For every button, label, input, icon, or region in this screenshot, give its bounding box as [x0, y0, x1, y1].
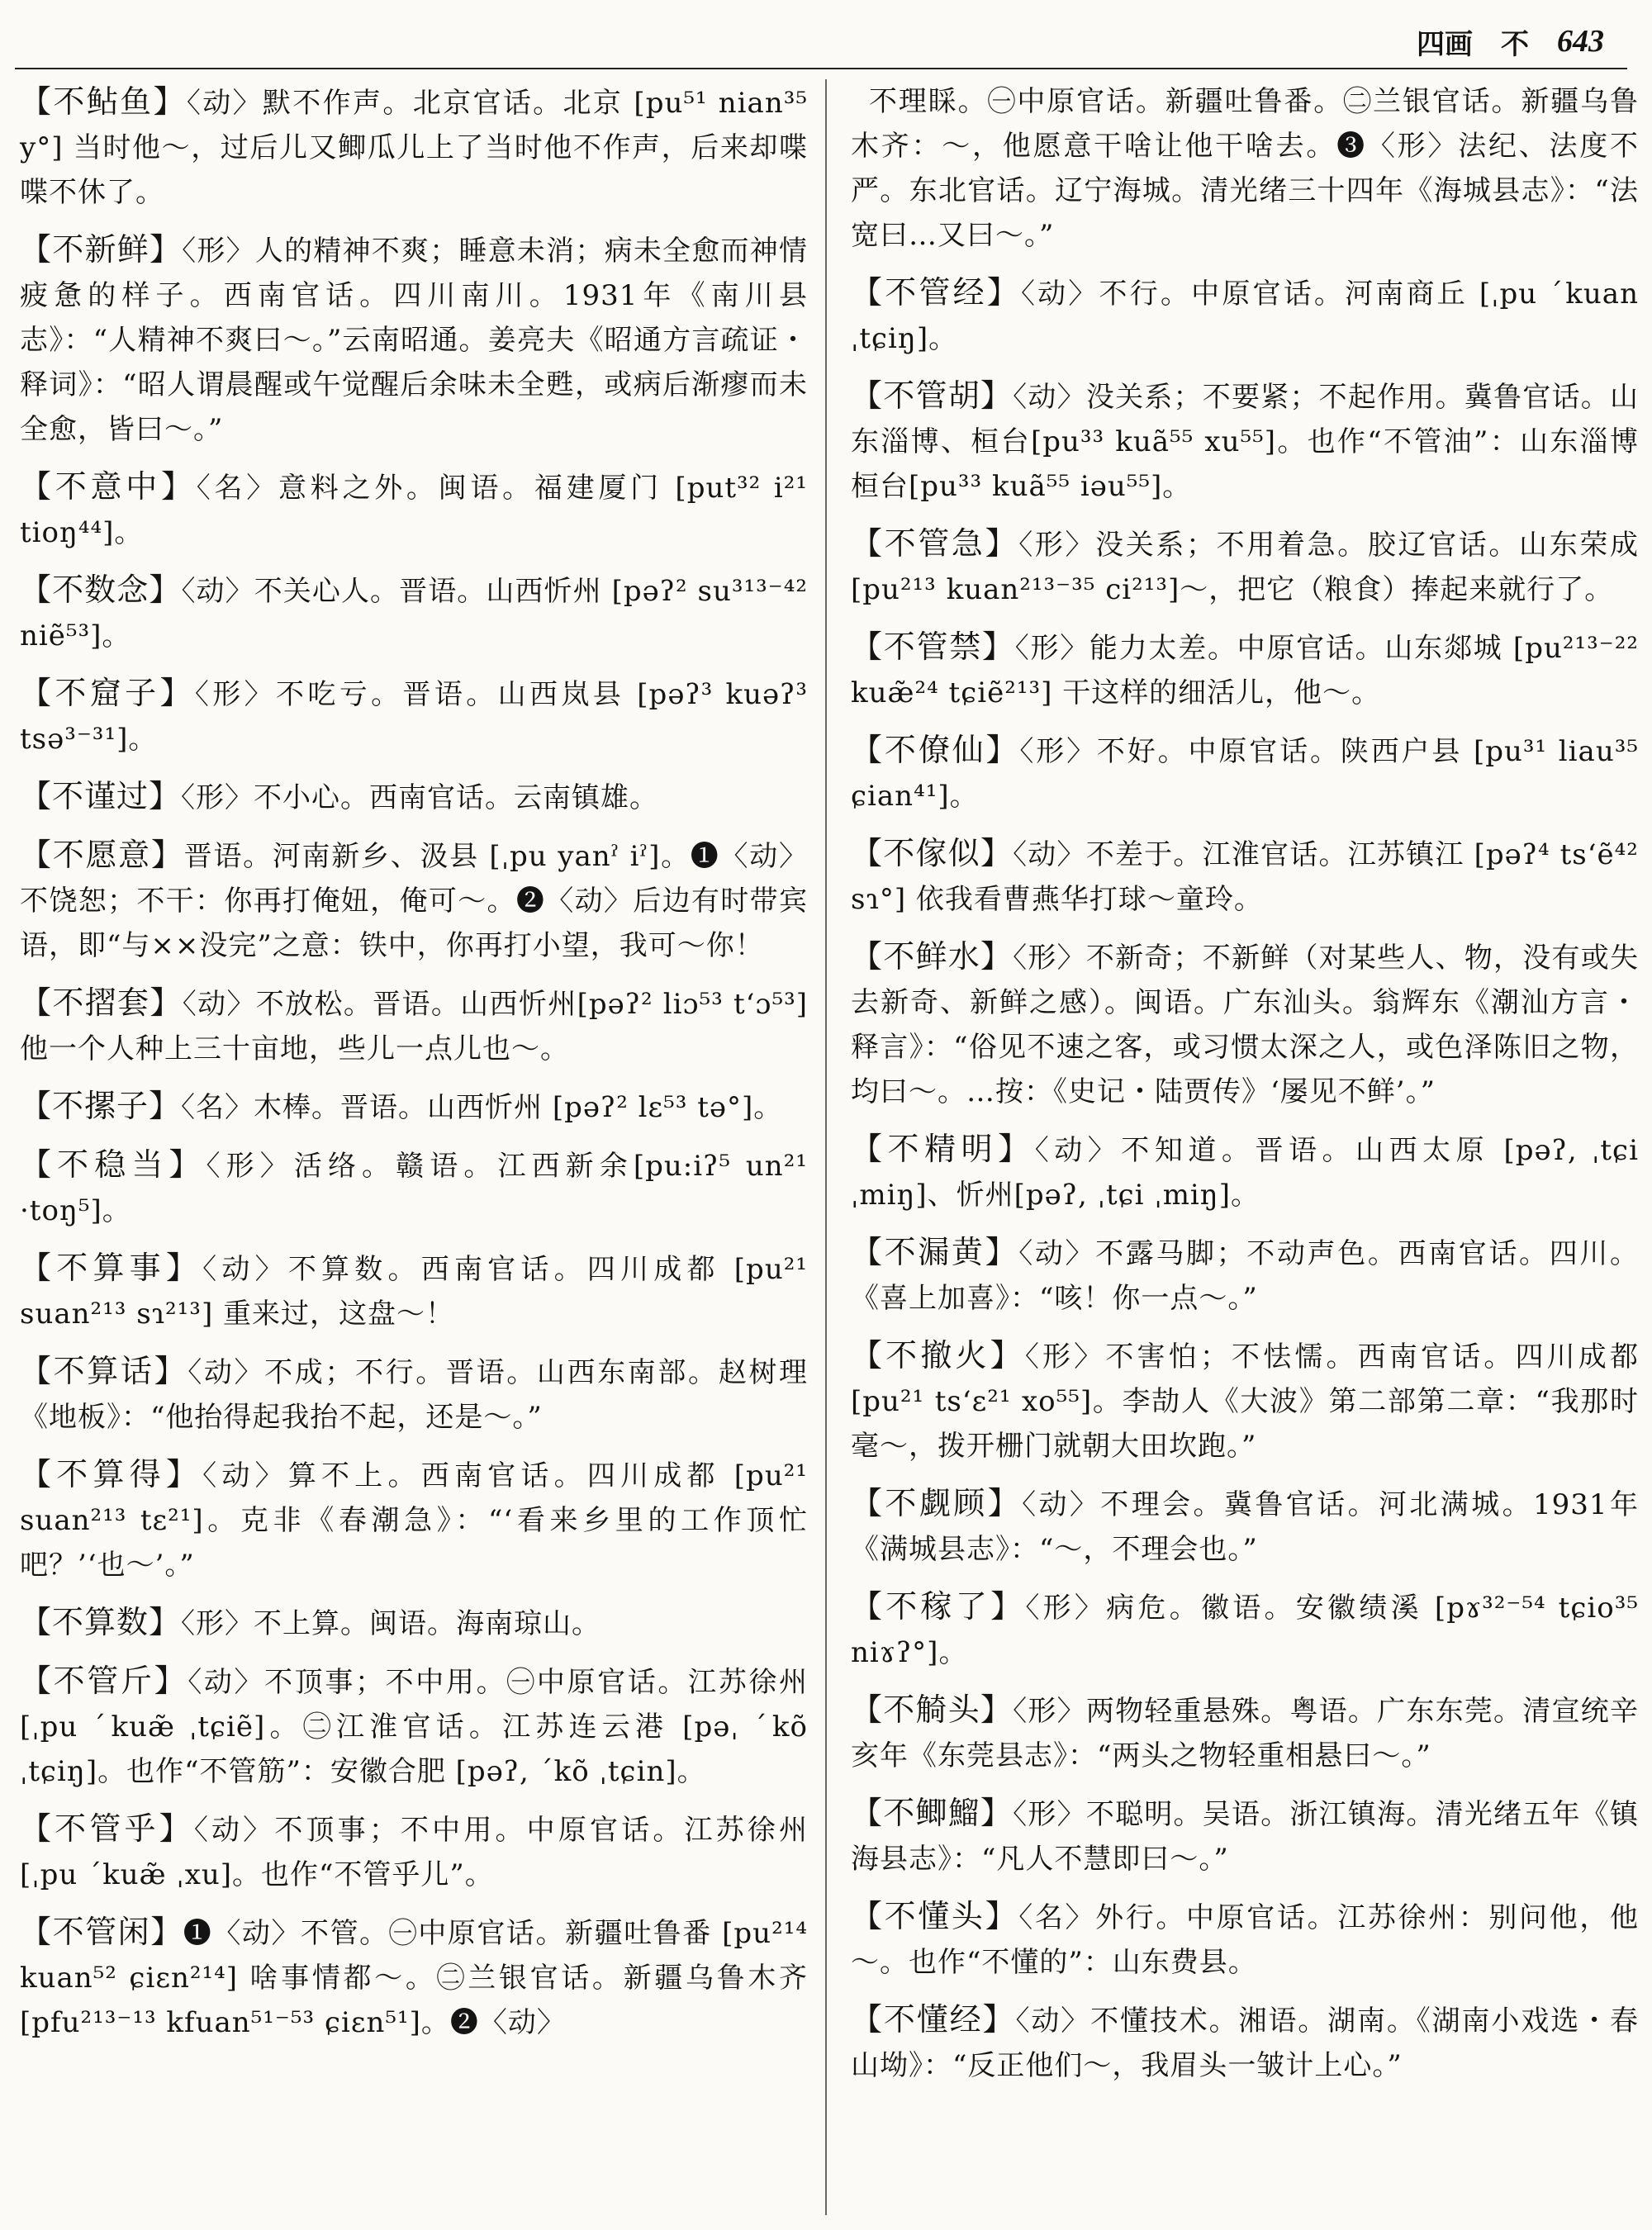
- definition: 〈动〉不懂技术。湘语。湖南。《湖南小戏选・春山坳》：“反正他们～，我眉头一皱计上心。”: [851, 2005, 1639, 2082]
- definition: 〈动〉不成；不行。晋语。山西东南部。赵树理《地板》：“他抬得起我抬不起，还是～。”: [20, 1356, 808, 1434]
- dictionary-entry: 【不管斤】〈动〉不顶事；不中用。㊀中原官话。江苏徐州 [ˌpu ˊkuæ̃ ˌtɕiẽ]。㊁江淮官话。江苏连云港 [pəˌ ˊkõ ˌtɕiŋ]。也作“不管筋”：安徽合肥 [pəʔ, ˊkõ ˌtɕin]。: [20, 1663, 808, 1788]
- dictionary-entry: 【不觭头】〈形〉两物轻重悬殊。粤语。广东东莞。清宣统辛亥年《东莞县志》：“两头之物轻重相悬曰～。”: [851, 1691, 1639, 1772]
- definition: 〈形〉不好。中原官话。陕西户县 [pu³¹ liau³⁵ ɕian⁴¹]。: [851, 735, 1639, 813]
- headword: 不管经: [885, 274, 987, 311]
- headword: 不稼了: [885, 1588, 991, 1625]
- headword: 不意中: [55, 468, 161, 505]
- column-divider: [825, 79, 827, 2215]
- headword: 不觭头: [883, 1691, 980, 1728]
- definition: 〈动〉不差于。江淮官话。江苏镇江 [pəʔ⁴ ts‘ẽ⁴² sɿ°] 依我看曹燕华打球～童玲。: [851, 838, 1639, 916]
- continued-entry: [851, 79, 1639, 258]
- definition: 〈名〉意料之外。闽语。福建厦门 [put³² i²¹ tioŋ⁴⁴]。: [20, 472, 808, 549]
- dictionary-entry: 【不管经】〈动〉不行。中原官话。河南商丘 [ˌpu ˊkuan ˌtɕiŋ]。: [851, 274, 1639, 355]
- definition: 〈名〉外行。中原官话。江苏徐州：别问他，他～。也作“不懂的”：山东费县。: [851, 1901, 1639, 1979]
- headword: 不管斤: [53, 1663, 154, 1699]
- definition: 〈动〉不关心人。晋语。山西忻州 [pəʔ² su³¹³⁻⁴² niẽ⁵³]。: [20, 575, 808, 652]
- headword: 不算事: [56, 1250, 166, 1286]
- header-rule: [15, 68, 1627, 69]
- dictionary-entry: 【不算数】〈形〉不上算。闽语。海南琼山。: [20, 1604, 601, 1640]
- definition: 〈形〉活络。赣语。江西新余[pu:iʔ⁵ un²¹ ·toŋ⁵]。: [20, 1150, 808, 1227]
- dictionary-entry: 【不管乎】〈动〉不顶事；不中用。中原官话。江苏徐州 [ˌpu ˊkuæ̃ ˌxu]。也作“不管乎儿”。: [20, 1810, 808, 1891]
- dictionary-entry: 【不管禁】〈形〉能力太差。中原官话。山东郯城 [pu²¹³⁻²² kuæ̃²⁴ tɕiẽ²¹³] 干这样的细活儿，他～。: [851, 629, 1639, 709]
- headword: 不管禁: [883, 629, 982, 665]
- dictionary-entry: 【不僚仙】〈形〉不好。中原官话。陕西户县 [pu³¹ liau³⁵ ɕian⁴¹]。: [851, 732, 1639, 813]
- headword: 不愿意: [52, 837, 151, 873]
- headword: 不算得: [56, 1456, 166, 1492]
- dictionary-entry: 【不愿意】晋语。河南新乡、汲县 [ˌpu yanˀ iˀ]。❶〈动〉不饶恕；不干：你再打俺妞，俺可～。❷〈动〉后边有时带宾语，即“与××没完”之意：铁中，你再打小望，我可～你！: [20, 837, 808, 962]
- headword: 不算话: [53, 1353, 154, 1389]
- definition: 〈动〉没关系；不要紧；不起作用。冀鲁官话。山东淄博、桓台[pu³³ kuã⁵⁵ xu⁵⁵]。也作“不管油”：山东淄博桓台[pu³³ kuã⁵⁵ iəu⁵⁵]。: [851, 381, 1639, 503]
- definition: 〈动〉不放松。晋语。山西忻州[pəʔ² liɔ⁵³ t‘ɔ⁵³]他一个人种上三十亩地，些儿一点儿也～。: [20, 988, 808, 1065]
- dictionary-entry: 【不谨过】〈形〉不小心。西南官话。云南镇雄。: [20, 778, 659, 814]
- headword: 不管闲: [52, 1914, 151, 1950]
- dictionary-entry: 【不懂头】〈名〉外行。中原官话。江苏徐州：别问他，他～。也作“不懂的”：山东费县。: [851, 1898, 1639, 1979]
- headword: 不鲜水: [883, 938, 980, 975]
- dictionary-entry: 【不算事】〈动〉不算数。西南官话。四川成都 [pu²¹ suan²¹³ sɿ²¹³] 重来过，这盘～！: [20, 1250, 808, 1331]
- definition: 〈形〉病危。徽语。安徽绩溪 [pɤ³²⁻⁵⁴ tɕio³⁵ niɤʔ°]。: [851, 1592, 1639, 1669]
- definition: 不理睬。㊀中原官话。新疆吐鲁番。㊁兰银官话。新疆乌鲁木齐：～，他愿意干啥让他干啥去。❸〈形〉法纪、法度不严。东北官话。辽宁海城。清光绪三十四年《海城县志》：“法宽曰…又曰～。”: [851, 85, 1639, 252]
- headword: 不撤火: [885, 1337, 990, 1374]
- dictionary-entry: 【不摞子】〈名〉木棒。晋语。山西忻州 [pəʔ² lɛ⁵³ tə°]。: [20, 1088, 783, 1124]
- definition: 〈动〉不顶事；不中用。中原官话。江苏徐州 [ˌpu ˊkuæ̃ ˌxu]。也作“不管乎儿”。: [20, 1814, 808, 1891]
- dictionary-entry: 【不管胡】〈动〉没关系；不要紧；不起作用。冀鲁官话。山东淄博、桓台[pu³³ kuã⁵⁵ xu⁵⁵]。也作“不管油”：山东淄博桓台[pu³³ kuã⁵⁵ iəu⁵⁵]。: [851, 377, 1639, 503]
- definition: 〈动〉不知道。晋语。山西太原 [pəʔ, ˌtɕi ˌmiŋ]、忻州[pəʔ, ˌtɕi ˌmiŋ]。: [851, 1134, 1639, 1212]
- dictionary-entry: 【不稳当】〈形〉活络。赣语。江西新余[pu:iʔ⁵ un²¹ ·toŋ⁵]。: [20, 1146, 808, 1227]
- definition: 〈形〉不新奇；不新鲜（对某些人、物，没有或失去新奇、新鲜之感）。闽语。广东汕头。翁辉东《潮汕方言・释言》：“俗见不速之客，或习惯太深之人，或色泽陈旧之物，均曰～。…按：《史记・陆贾传》‘屡见不鲜’。”: [851, 942, 1639, 1108]
- headword: 不窟子: [55, 675, 160, 711]
- headword: 不傢似: [883, 835, 980, 871]
- headword: 不管胡: [883, 377, 980, 414]
- definition: 〈形〉不害怕；不怯懦。西南官话。四川成都 [pu²¹ ts‘ɛ²¹ xo⁵⁵]。李劼人《大波》第二部第二章：“我那时毫～，拨开栅门就朝大田坎跑。”: [851, 1340, 1639, 1463]
- dictionary-entry: 【不窟子】〈形〉不吃亏。晋语。山西岚县 [pəʔ³ kuəʔ³ tsə³⁻³¹]。: [20, 675, 808, 756]
- headword: 不觑顾: [885, 1485, 988, 1521]
- headword: 不算数: [52, 1604, 150, 1640]
- headword: 不懂经: [883, 2001, 983, 2038]
- definition: 〈形〉不小心。西南官话。云南镇雄。: [181, 781, 659, 814]
- definition: 〈形〉人的精神不爽；睡意未消；病未全愈而神情疲惫的样子。西南官话。四川南川。1931年《南川县志》：“人精神不爽曰～。”云南昭通。姜亮夫《昭通方言疏证・释词》：“昭人谓晨醒或午觉醒后余味未全甦，或病后渐瘳而未全愈，皆曰～。”: [20, 235, 808, 446]
- definition: 〈动〉不顶事；不中用。㊀中原官话。江苏徐州 [ˌpu ˊkuæ̃ ˌtɕiẽ]。㊁江淮官话。江苏连云港 [pəˌ ˊkõ ˌtɕiŋ]。也作“不管筋”：安徽合肥 [pəʔ, ˊkõ ˌtɕin]。: [20, 1666, 808, 1788]
- definition: 〈形〉没关系；不用着急。胶辽官话。山东荣成 [pu²¹³ kuan²¹³⁻³⁵ ci²¹³]～，把它（粮食）捧起来就行了。: [851, 529, 1639, 606]
- headword: 不漏黄: [884, 1234, 985, 1270]
- headword: 不稳当: [57, 1146, 169, 1183]
- headword: 不摺套: [52, 985, 150, 1021]
- headword: 不鲇鱼: [53, 83, 154, 120]
- definition: 〈名〉木棒。晋语。山西忻州 [pəʔ² lɛ⁵³ tə°]。: [181, 1091, 783, 1124]
- headword: 不谨过: [52, 778, 150, 814]
- dictionary-entry: 【不鲜水】〈形〉不新奇；不新鲜（对某些人、物，没有或失去新奇、新鲜之感）。闽语。广东汕头。翁辉东《潮汕方言・释言》：“俗见不速之客，或习惯太深之人，或色泽陈旧之物，均曰～。…按：《史记・陆贾传》‘屡见不鲜’。”: [851, 938, 1639, 1108]
- right-column: [851, 79, 1639, 2100]
- dictionary-entry: 【不新鲜】〈形〉人的精神不爽；睡意未消；病未全愈而神情疲惫的样子。西南官话。四川南川。1931年《南川县志》：“人精神不爽曰～。”云南昭通。姜亮夫《昭通方言疏证・释词》：“昭人谓晨醒或午觉醒后余味未全甦，或病后渐瘳而未全愈，皆曰～。”: [20, 231, 808, 446]
- headword: 不管急: [884, 525, 985, 562]
- definition: 〈动〉算不上。西南官话。四川成都 [pu²¹ suan²¹³ tɛ²¹]。克非《春潮急》：“‘看来乡里的工作顶忙吧？’‘也～’。”: [20, 1459, 808, 1582]
- headword: 不管乎: [55, 1810, 159, 1847]
- dictionary-entry: 【不懂经】〈动〉不懂技术。湘语。湖南。《湖南小戏选・春山坳》：“反正他们～，我眉头一皱计上心。”: [851, 2001, 1639, 2082]
- definition: 〈形〉不吃亏。晋语。山西岚县 [pəʔ³ kuəʔ³ tsə³⁻³¹]。: [20, 678, 808, 756]
- page-header: [1417, 18, 1604, 64]
- dictionary-entry: 【不摺套】〈动〉不放松。晋语。山西忻州[pəʔ² liɔ⁵³ t‘ɔ⁵³]他一个人种上三十亩地，些儿一点儿也～。: [20, 985, 808, 1065]
- dictionary-entry: 【不鲫鰡】〈形〉不聪明。吴语。浙江镇海。清光绪五年《镇海县志》：“凡人不慧即曰～。”: [851, 1795, 1639, 1876]
- headword: 不数念: [52, 572, 150, 608]
- left-column: [20, 79, 808, 2057]
- dictionary-entry: 【不算得】〈动〉算不上。西南官话。四川成都 [pu²¹ suan²¹³ tɛ²¹]。克非《春潮急》：“‘看来乡里的工作顶忙吧？’‘也～’。”: [20, 1456, 808, 1582]
- definition: 〈动〉不行。中原官话。河南商丘 [ˌpu ˊkuan ˌtɕiŋ]。: [851, 278, 1639, 355]
- dictionary-entry: 【不鲇鱼】〈动〉默不作声。北京官话。北京 [pu⁵¹ nian³⁵ y°] 当时他～，过后儿又鲫瓜儿上了当时他不作声，后来却喋喋不休了。: [20, 83, 808, 209]
- dictionary-entry: 【不精明】〈动〉不知道。晋语。山西太原 [pəʔ, ˌtɕi ˌmiŋ]、忻州[pəʔ, ˌtɕi ˌmiŋ]。: [851, 1131, 1639, 1212]
- dictionary-entry: 【不傢似】〈动〉不差于。江淮官话。江苏镇江 [pəʔ⁴ ts‘ẽ⁴² sɿ°] 依我看曹燕华打球～童玲。: [851, 835, 1639, 916]
- definition: 晋语。河南新乡、汲县 [ˌpu yanˀ iˀ]。❶〈动〉不饶恕；不干：你再打俺妞，俺可～。❷〈动〉后边有时带宾语，即“与××没完”之意：铁中，你再打小望，我可～你！: [20, 840, 808, 962]
- headword: 不精明: [887, 1131, 999, 1167]
- dictionary-entry: 【不漏黄】〈动〉不露马脚；不动声色。西南官话。四川。《喜上加喜》：“咳！你一点～。”: [851, 1234, 1639, 1315]
- headword: 不僚仙: [884, 732, 986, 768]
- definition: 〈形〉不上算。闽语。海南琼山。: [181, 1607, 601, 1640]
- headword: 不摞子: [52, 1088, 150, 1124]
- definition: 〈形〉两物轻重悬殊。粤语。广东东莞。清宣统辛亥年《东莞县志》：“两头之物轻重相悬曰～。”: [851, 1695, 1639, 1772]
- dictionary-entry: 【不觑顾】〈动〉不理会。冀鲁官话。河北满城。1931年《满城县志》：“～，不理会也。”: [851, 1485, 1639, 1566]
- dictionary-entry: 【不管急】〈形〉没关系；不用着急。胶辽官话。山东荣成 [pu²¹³ kuan²¹³⁻³⁵ ci²¹³]～，把它（粮食）捧起来就行了。: [851, 525, 1639, 606]
- dictionary-entry: 【不意中】〈名〉意料之外。闽语。福建厦门 [put³² i²¹ tioŋ⁴⁴]。: [20, 468, 808, 549]
- header-character: 不: [1501, 27, 1529, 61]
- definition: 〈动〉不露马脚；不动声色。西南官话。四川。《喜上加喜》：“咳！你一点～。”: [851, 1237, 1639, 1315]
- headword: 不懂头: [884, 1898, 985, 1934]
- definition: ❶〈动〉不管。㊀中原官话。新疆吐鲁番 [pu²¹⁴ kuan⁵² ɕiɛn²¹⁴] 啥事情都～。㊁兰银官话。新疆乌鲁木齐[pfu²¹³⁻¹³ kfuan⁵¹⁻⁵³ ɕiɛn⁵¹]。❷〈动〉: [20, 1917, 808, 2039]
- definition: 〈动〉不理会。冀鲁官话。河北满城。1931年《满城县志》：“～，不理会也。”: [851, 1488, 1639, 1566]
- definition: 〈形〉不聪明。吴语。浙江镇海。清光绪五年《镇海县志》：“凡人不慧即曰～。”: [851, 1798, 1639, 1876]
- dictionary-entry: 【不撤火】〈形〉不害怕；不怯懦。西南官话。四川成都 [pu²¹ ts‘ɛ²¹ xo⁵⁵]。李劼人《大波》第二部第二章：“我那时毫～，拨开栅门就朝大田坎跑。”: [851, 1337, 1639, 1463]
- dictionary-entry: 【不算话】〈动〉不成；不行。晋语。山西东南部。赵树理《地板》：“他抬得起我抬不起，还是～。”: [20, 1353, 808, 1434]
- section-label: 四画: [1417, 27, 1473, 61]
- definition: 〈动〉不算数。西南官话。四川成都 [pu²¹ suan²¹³ sɿ²¹³] 重来过，这盘～！: [20, 1253, 808, 1331]
- page-number: 643: [1557, 24, 1604, 59]
- definition: 〈形〉能力太差。中原官话。山东郯城 [pu²¹³⁻²² kuæ̃²⁴ tɕiẽ²¹³] 干这样的细活儿，他～。: [851, 632, 1639, 709]
- definition: 〈动〉默不作声。北京官话。北京 [pu⁵¹ nian³⁵ y°] 当时他～，过后儿又鲫瓜儿上了当时他不作声，后来却喋喋不休了。: [20, 87, 808, 209]
- headword: 不新鲜: [52, 231, 150, 268]
- dictionary-entry: 【不管闲】❶〈动〉不管。㊀中原官话。新疆吐鲁番 [pu²¹⁴ kuan⁵² ɕiɛn²¹⁴] 啥事情都～。㊁兰银官话。新疆乌鲁木齐[pfu²¹³⁻¹³ kfuan⁵¹⁻⁵³ ɕiɛn⁵¹]。❷〈动〉: [20, 1914, 808, 2039]
- dictionary-entry: 【不数念】〈动〉不关心人。晋语。山西忻州 [pəʔ² su³¹³⁻⁴² niẽ⁵³]。: [20, 572, 808, 652]
- headword: 不鲫鰡: [883, 1795, 980, 1831]
- dictionary-entry: 【不稼了】〈形〉病危。徽语。安徽绩溪 [pɤ³²⁻⁵⁴ tɕio³⁵ niɤʔ°]。: [851, 1588, 1639, 1669]
